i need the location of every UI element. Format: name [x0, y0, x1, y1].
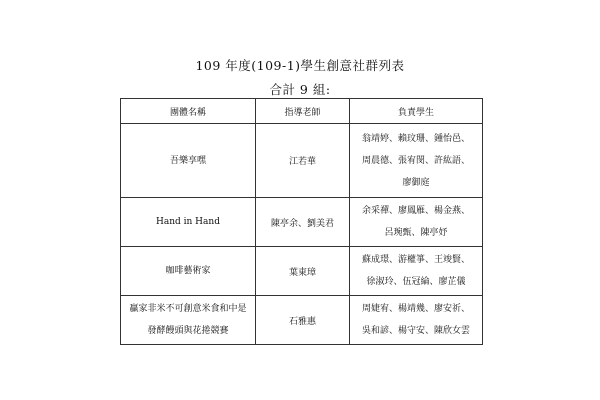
students-cell: [350, 247, 483, 296]
group-name-cell: [121, 124, 256, 198]
students-line: 蘇成璟、游權箏、王竣賢、: [361, 255, 470, 265]
teacher-cell: 石雅惠: [256, 296, 350, 345]
header-teacher: 指導老師: [256, 99, 350, 124]
table-row: [121, 198, 483, 247]
group-count: 合計 9 組:: [269, 82, 331, 97]
table-row: [121, 124, 483, 198]
group-name-line: 吾樂享嘿: [169, 155, 206, 166]
students-line: 呂琬甄、陳亭妤: [384, 228, 448, 238]
group-name-cell: [121, 296, 256, 345]
students-line: 周婕宥、楊靖幾、廖安祈、: [361, 304, 470, 314]
group-name-line: 贏家非米不可創意米食和中是: [129, 304, 247, 314]
group-name-line: Hand in Hand: [156, 217, 220, 227]
students-cell: [350, 296, 483, 345]
group-name-cell: [121, 198, 256, 247]
students-cell: [350, 124, 483, 198]
header-group-name: 團體名稱: [121, 99, 256, 124]
table-row: [121, 247, 483, 296]
group-name-cell: [121, 247, 256, 296]
header-students: 負責學生: [350, 99, 483, 124]
students-line: 徐淑玲、伍冠綸、廖芷儀: [366, 277, 466, 287]
teacher-cell: 陳亭余、劉美君: [256, 198, 350, 247]
teacher-cell: 葉東璋: [256, 247, 350, 296]
students-line: 余采禪、廖鳳雁、楊金燕、: [361, 206, 470, 216]
table-row: [121, 296, 483, 345]
students-line: 翁靖婷、賴玟珊、鍾怡邑、: [361, 133, 470, 144]
students-line: 吳和諺、楊守安、陳欣女雲: [361, 326, 470, 336]
students-cell: [350, 198, 483, 247]
table-header-row: [121, 99, 483, 124]
page-title: 109 年度(109-1)學生創意社群列表: [195, 58, 405, 73]
students-line: 廖御庭: [402, 177, 430, 188]
students-line: 周晨德、張宥閔、許紘語、: [361, 155, 470, 166]
group-name-line: 咖啡藝術家: [165, 266, 211, 276]
club-table: [120, 98, 483, 345]
teacher-cell: 江若華: [256, 124, 350, 198]
group-name-line: 發酵饅頭與花捲競賽: [147, 326, 229, 336]
